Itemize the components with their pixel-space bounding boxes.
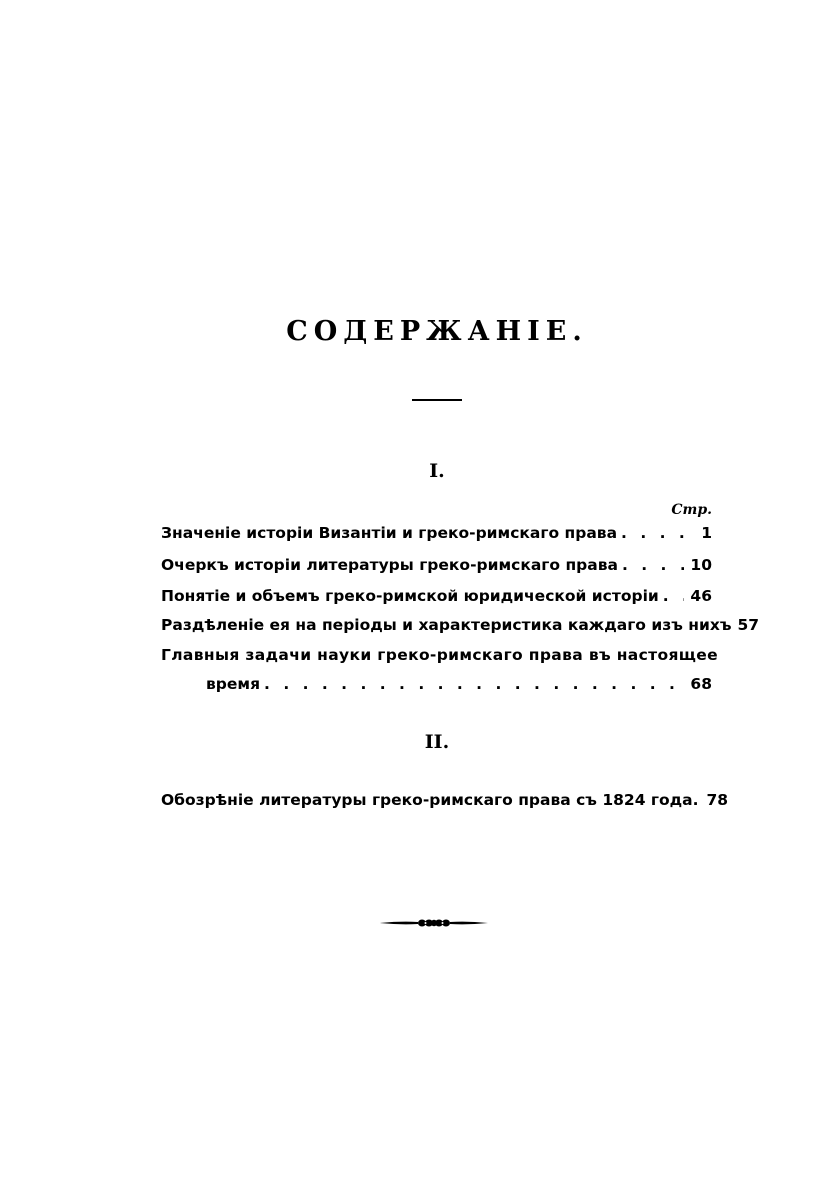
- section-numeral-1: I.: [429, 460, 445, 482]
- toc-entry[interactable]: [161, 555, 712, 575]
- toc-entry-page: 10: [690, 556, 712, 574]
- toc-entry-title: Очеркъ исторіи литературы греко-римскаго права: [161, 556, 618, 574]
- dot-leader: [622, 555, 684, 575]
- dot-leader: [264, 674, 684, 694]
- toc-entry[interactable]: [206, 674, 712, 694]
- toc-entry-title: Понятіе и объемъ греко-римской юридической исторіи: [161, 587, 659, 605]
- toc-entry-title: Значеніе исторіи Византіи и греко-римскаго права: [161, 524, 618, 542]
- dot-leader: [663, 586, 685, 606]
- toc-entry-title: Раздѣленіе ея на періоды и характеристика каждаго изъ нихъ: [161, 616, 732, 634]
- title-divider: [412, 399, 462, 401]
- toc-entry[interactable]: [161, 790, 729, 810]
- toc-entry[interactable]: [161, 615, 760, 635]
- toc-entry-title: Обозрѣніе литературы греко-римскаго права съ 1824 года.: [161, 791, 699, 809]
- toc-entry-title-line2: время: [206, 675, 261, 693]
- ornament-divider: [380, 916, 488, 930]
- section-numeral-2: II.: [424, 731, 450, 753]
- toc-entry-page: 68: [690, 675, 712, 693]
- toc-entry-page: 46: [690, 587, 712, 605]
- page-title: СОДЕРЖАНІЕ.: [286, 316, 588, 347]
- toc-entry[interactable]: [161, 586, 712, 606]
- page-column-label: Стр.: [671, 502, 712, 518]
- toc-entry-page: 78: [706, 791, 729, 809]
- toc-entry-title-line1[interactable]: Главныя задачи науки греко-римскаго права въ настоящее: [161, 646, 718, 664]
- toc-entry[interactable]: [161, 523, 712, 543]
- dot-leader: [621, 523, 695, 543]
- toc-entry-page: 57: [737, 616, 760, 634]
- toc-entry-page: 1: [701, 524, 712, 542]
